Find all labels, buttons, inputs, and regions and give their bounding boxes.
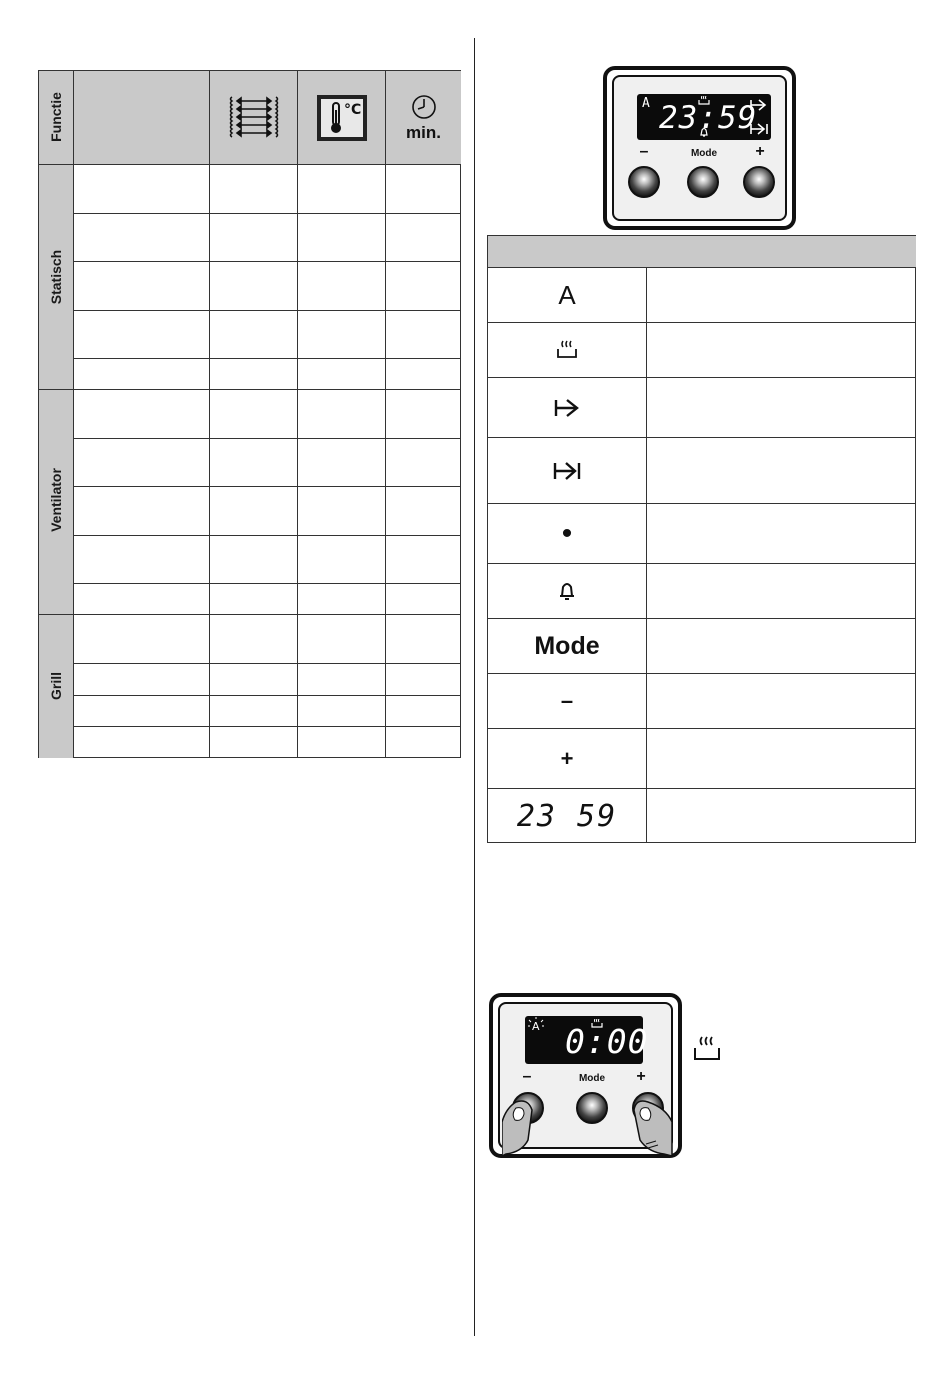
start-arrow-icon: [488, 378, 646, 437]
minus-label: –: [639, 143, 649, 160]
table-row: [73, 310, 461, 311]
end-arrow-bar-icon: [488, 438, 646, 503]
lcd-auto-letter: A: [642, 96, 651, 111]
timer-control-panel: [603, 66, 796, 230]
cooking-pot-icon: [488, 323, 646, 377]
table-row: [73, 695, 461, 696]
symbol-auto: [488, 268, 646, 322]
grid-line: [209, 71, 210, 758]
table-row: [73, 726, 461, 727]
lcd-bell-icon: [699, 127, 709, 137]
mode-button[interactable]: [687, 166, 719, 198]
cooking-pot-icon: [692, 1036, 722, 1062]
symbol-mode: [488, 619, 646, 673]
plus-label: +: [636, 1068, 646, 1085]
left-finger-icon: [502, 1100, 552, 1156]
symbol-mode-text: Mode: [534, 631, 600, 660]
svg-text:°C: °C: [343, 101, 361, 118]
minus-button[interactable]: [628, 166, 660, 198]
grid-line: [39, 389, 461, 390]
shelf-levels-icon: [210, 71, 297, 164]
table-row: [73, 261, 461, 262]
plus-button[interactable]: [743, 166, 775, 198]
symbol-minus-text: –: [560, 688, 574, 713]
symbol-plus: [488, 729, 646, 788]
clock-icon: [386, 71, 461, 164]
thermometer-celsius-icon: [298, 71, 385, 164]
lcd-time: 23:59: [659, 100, 758, 136]
symbol-plus-text: +: [560, 745, 574, 771]
right-finger-icon: [628, 1100, 678, 1156]
time-unit-label: min.: [406, 122, 441, 142]
grid-line: [385, 71, 386, 758]
mode-label: Mode: [578, 1073, 606, 1084]
table-row: [73, 583, 461, 584]
cooking-table: [38, 70, 461, 758]
symbol-minus: [488, 674, 646, 728]
bell-icon: [488, 564, 646, 618]
lcd-flashing-auto-icon: [528, 1017, 544, 1033]
lcd-end-arrow-icon: [749, 122, 769, 136]
plus-label: +: [755, 143, 765, 160]
table-row: [73, 358, 461, 359]
minus-label: –: [522, 1068, 532, 1085]
lcd-display: [637, 94, 771, 140]
symbol-auto-text: A: [558, 279, 576, 310]
group-label-grill: Grill: [48, 672, 64, 701]
grid-line: [297, 71, 298, 758]
grid-line: [39, 164, 461, 165]
lcd-time: 0:00: [565, 1022, 649, 1061]
header-functie-label: Functie: [48, 92, 64, 142]
table-row: [73, 535, 461, 536]
mode-button[interactable]: [576, 1092, 608, 1124]
set-clock-panel: [489, 993, 682, 1158]
group-label-ventilator: Ventilator: [48, 468, 64, 532]
panel-face: [612, 75, 787, 221]
lcd-cooking-pot-icon: [697, 96, 711, 106]
column-divider: [474, 38, 475, 1336]
mode-label: Mode: [690, 148, 718, 159]
symbol-display-digits: [488, 789, 646, 843]
table-row: [73, 486, 461, 487]
grid-line: [39, 614, 461, 615]
table-row: [73, 438, 461, 439]
symbols-table-header: [488, 236, 916, 267]
lcd-start-arrow-icon: [749, 98, 767, 112]
lcd-cooking-pot-icon: [590, 1019, 604, 1029]
panel-face: [498, 1002, 673, 1149]
symbols-table: [487, 235, 916, 843]
grid-line: [73, 71, 74, 758]
table-row: [73, 213, 461, 214]
group-label-statisch: Statisch: [48, 249, 64, 305]
table-row: [73, 663, 461, 664]
lcd-display: [525, 1016, 649, 1064]
dot-icon: [488, 504, 646, 563]
symbol-digits-text: 23 59: [516, 798, 618, 834]
symbol-dot-text: •: [561, 516, 573, 550]
svg-text:A: A: [532, 1020, 540, 1033]
grid-line: [646, 267, 647, 843]
